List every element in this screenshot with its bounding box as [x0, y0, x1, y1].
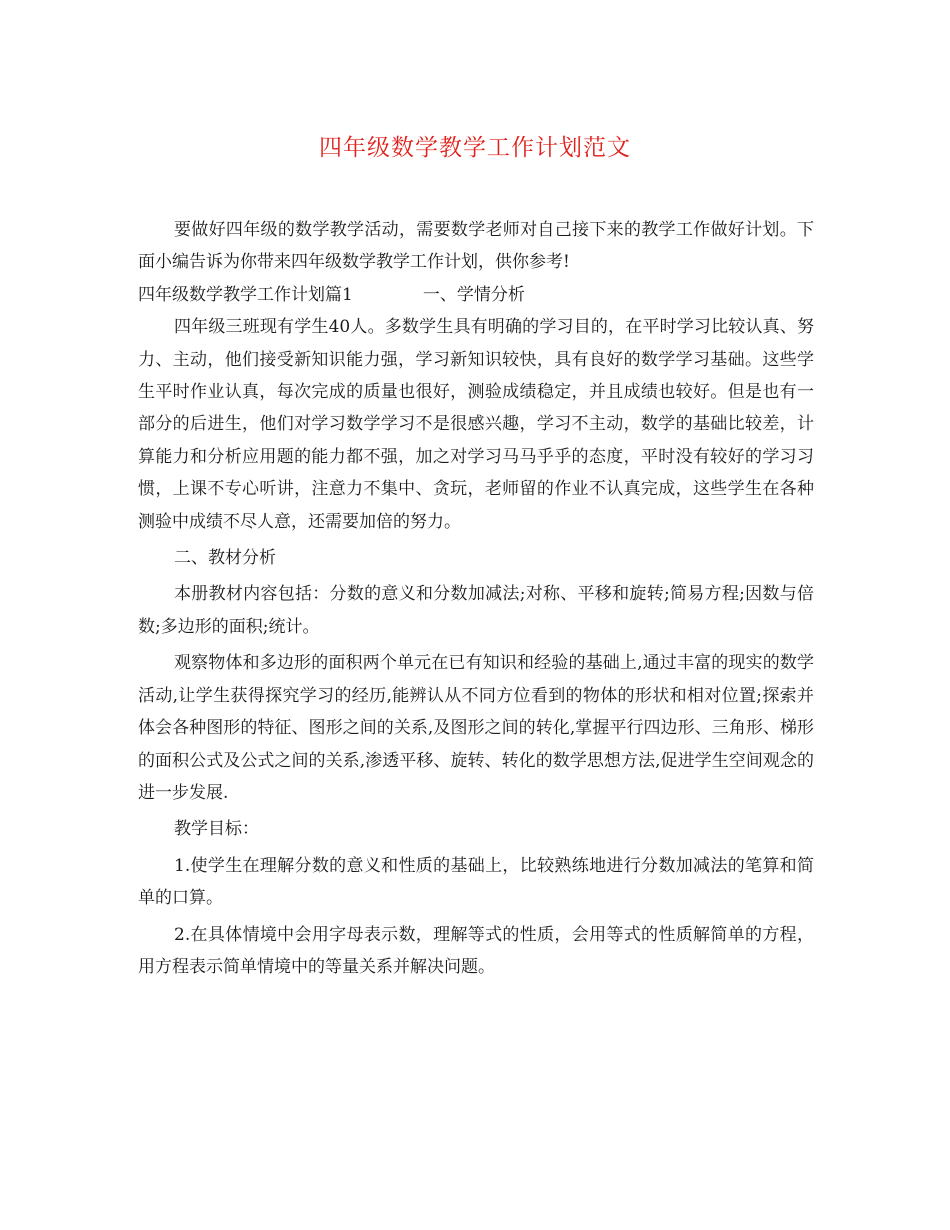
- section1-paragraph: 四年级三班现有学生40人。多数学生具有明确的学习目的，在平时学习比较认真、努力、主动，他们接受新知识能力强，学习新知识较快，具有良好的数学学习基础。这些学生平时作业认真，每次完成的质量也很好，测验成绩稳定，并且成绩也较好。但是也有一部分的后进生，他们对学习数学学习不是很感兴趣，学习不主动，数学的基础比较差，计算能力和分析应用题的能力都不强，加之对学习马马乎乎的态度，平时没有较好的学习习惯，上课不专心听讲，注意力不集中、贪玩，老师留的作业不认真完成，这些学生在各种测验中成绩不尽人意，还需要加倍的努力。: [138, 317, 814, 532]
- section2-heading: 二、教材分析: [174, 548, 276, 569]
- document-title: 四年级数学教学工作计划范文: [319, 135, 631, 161]
- section2-paragraph-1: 本册教材内容包括：分数的意义和分数加减法;对称、平移和旋转;简易方程;因数与倍数;多边形的面积;统计。: [138, 584, 814, 637]
- section2-paragraph-2: 观察物体和多边形的面积两个单元在已有知识和经验的基础上,通过丰富的现实的数学活动,让学生获得探究学习的经历,能辨认从不同方位看到的物体的形状和相对位置;探索并体会各种图形的特征、图形之间的关系,及图形之间的转化,掌握平行四边形、三角形、梯形的面积公式及公式之间的关系,渗透平移、旋转、转化的数学思想方法,促进学生空间观念的进一步发展.: [138, 653, 814, 803]
- document-body: [138, 214, 814, 983]
- chapter-heading-line: [138, 279, 814, 311]
- goal-item-1: 1.使学生在理解分数的意义和性质的基础上，比较熟练地进行分数加减法的笔算和简单的口算。: [138, 855, 814, 909]
- section1-heading: 一、学情分析: [422, 284, 525, 305]
- goals-heading: 教学目标：: [174, 819, 259, 840]
- intro-paragraph: 要做好四年级的数学教学活动，需要数学老师对自己接下来的教学工作做好计划。下面小编告诉为你带来四年级数学教学工作计划，供你参考!: [138, 220, 814, 273]
- chapter-title: 四年级数学教学工作计划篇1: [138, 284, 353, 305]
- goal-item-2: 2.在具体情境中会用字母表示数，理解等式的性质，会用等式的性质解简单的方程，用方程表示简单情境中的等量关系并解决问题。: [138, 924, 814, 977]
